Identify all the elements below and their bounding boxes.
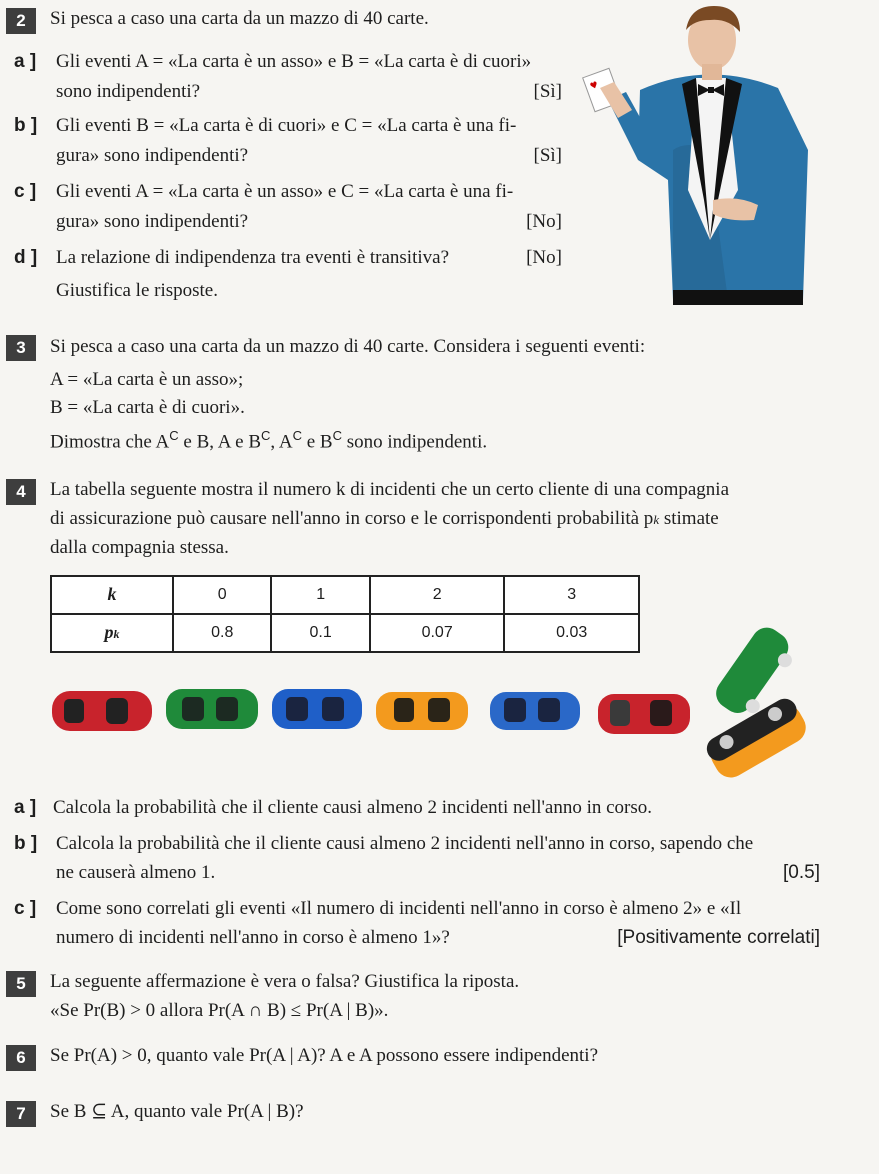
answer: [Sì] — [533, 81, 562, 102]
item-b — [14, 114, 562, 166]
exercise-title: Si pesca a caso una carta da un mazzo di 40 carte. — [50, 8, 429, 29]
table-cell: 1 — [271, 576, 369, 614]
intro-line — [50, 507, 719, 532]
item-text: gura» sono indipendenti? — [56, 211, 249, 232]
complement-sup: C — [261, 428, 271, 443]
item-label: a ] — [14, 51, 37, 72]
item-text: La relazione di indipendenza tra eventi è transitiva? — [56, 247, 450, 268]
text-part: e B, A e B — [178, 431, 261, 453]
exercise-number-badge: 3 — [6, 335, 36, 361]
item-label: c ] — [14, 898, 37, 919]
text-part: stimate — [659, 508, 719, 529]
exercise-number-badge: 6 — [6, 1045, 36, 1071]
item-label: d ] — [14, 247, 38, 268]
item-text: ne causerà almeno 1. — [56, 862, 216, 883]
blue-car-icon — [270, 685, 364, 733]
orange-car-icon — [374, 688, 470, 734]
table-row — [51, 576, 639, 614]
item-text: Come sono correlati gli eventi «Il numero di incidenti nell'anno in corso è almeno 2» e «Il — [56, 898, 742, 919]
item-text: Gli eventi A = «La carta è un asso» e C = «La carta è una fi- — [56, 181, 514, 202]
item-text: Calcola la probabilità che il cliente causi almeno 2 incidenti nell'anno in corso, sapendo che — [56, 833, 754, 854]
exercise-text: La seguente affermazione è vera o falsa? Giustifica la riposta. — [50, 971, 520, 992]
item-text: Gli eventi B = «La carta è di cuori» e C = «La carta è una fi- — [56, 115, 517, 136]
subscript: k — [653, 512, 660, 527]
text-part: Dimostra che A — [50, 431, 170, 453]
table-row — [51, 614, 639, 652]
text-part: sono indipendenti. — [341, 431, 488, 453]
prove-statement — [50, 428, 487, 455]
table-cell: 0.03 — [504, 614, 639, 652]
answer: [0.5] — [783, 862, 820, 883]
text-part: p — [104, 622, 114, 643]
item-b — [14, 832, 820, 883]
item-text: Giustifica le risposte. — [56, 280, 218, 301]
text-part: , A — [270, 431, 293, 453]
complement-sup: C — [292, 428, 302, 443]
item-d — [14, 246, 562, 301]
answer: [No] — [526, 247, 562, 268]
magician-illustration — [578, 0, 840, 305]
item-text: Gli eventi A = «La carta è un asso» e B = «La carta è di cuori» — [56, 51, 532, 72]
blue-car-icon — [488, 688, 582, 734]
red-car-icon — [50, 685, 154, 735]
intro-line: La tabella seguente mostra il numero k di incidenti che un certo cliente di una compagnia — [50, 479, 730, 500]
item-label: b ] — [14, 115, 38, 136]
probability-table — [50, 575, 640, 653]
answer: [Positivamente correlati] — [617, 927, 820, 948]
exercise-number-badge: 4 — [6, 479, 36, 505]
svg-text:♥: ♥ — [588, 80, 600, 93]
exercise-text: Se B ⊆ A, quanto vale Pr(A | B)? — [50, 1101, 304, 1122]
intro-line: dalla compagnia stessa. — [50, 537, 229, 558]
table-cell: 0 — [173, 576, 271, 614]
item-text: sono indipendenti? — [56, 81, 201, 102]
table-cell: 0.1 — [271, 614, 369, 652]
answer: [Sì] — [533, 145, 562, 166]
item-c — [14, 897, 820, 948]
crashed-cars-icon — [700, 615, 812, 780]
complement-sup: C — [332, 428, 342, 443]
exercise-title: Si pesca a caso una carta da un mazzo di 40 carte. Considera i seguenti eventi: — [50, 336, 646, 357]
item-label: b ] — [14, 833, 38, 854]
table-cell: 0.8 — [173, 614, 271, 652]
text-part: di assicurazione può causare nell'anno in corso e le corrispondenti probabilità p — [50, 508, 654, 529]
exercise-number-badge: 5 — [6, 971, 36, 997]
exercise-text: Se Pr(A) > 0, quanto vale Pr(A | A)? A e A possono essere indipendenti? — [50, 1045, 599, 1066]
statement: «Se Pr(B) > 0 allora Pr(A ∩ B) ≤ Pr(A | B)». — [50, 1000, 389, 1021]
answer: [No] — [526, 211, 562, 232]
item-c — [14, 180, 562, 232]
complement-sup: C — [169, 428, 179, 443]
table-cell: 2 — [370, 576, 505, 614]
subscript: k — [113, 627, 120, 642]
event-b: B = «La carta è di cuori». — [50, 397, 245, 418]
green-car-icon — [164, 685, 260, 733]
item-a — [14, 796, 652, 821]
row-header-k: k — [51, 576, 173, 614]
table-cell: 3 — [504, 576, 639, 614]
item-text: gura» sono indipendenti? — [56, 145, 249, 166]
exercise-number-badge: 2 — [6, 8, 36, 34]
table-cell: 0.07 — [370, 614, 505, 652]
item-text: Calcola la probabilità che il cliente causi almeno 2 incidenti nell'anno in corso. — [52, 797, 653, 818]
row-header-pk — [51, 614, 173, 652]
red-car-icon — [596, 690, 692, 738]
item-label: a ] — [14, 797, 37, 818]
item-a — [14, 50, 562, 102]
exercise-number-badge: 7 — [6, 1101, 36, 1127]
item-text: numero di incidenti nell'anno in corso è almeno 1»? — [56, 927, 450, 948]
item-label: c ] — [14, 181, 37, 202]
event-a: A = «La carta è un asso»; — [50, 369, 244, 390]
text-part: e B — [301, 431, 333, 453]
